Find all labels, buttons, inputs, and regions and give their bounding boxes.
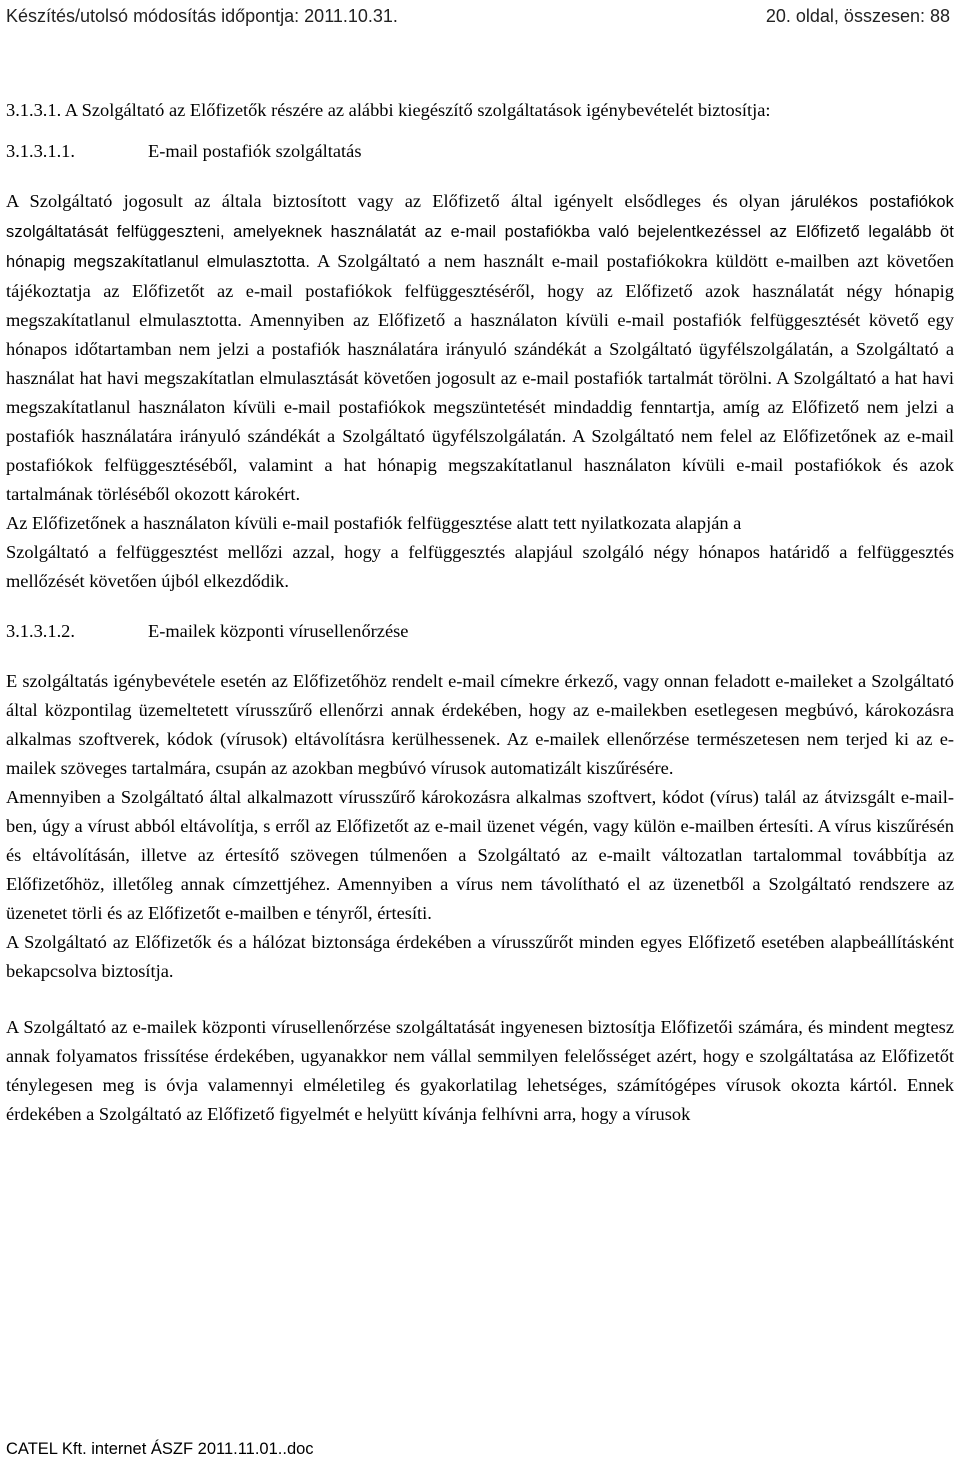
paragraph: A Szolgáltató az Előfizetők és a hálózat biztonsága érdekében a vírusszűrőt minden egyes Előfizető esetében alapbeállításként bekapcsolva biztosítja. (6, 932, 954, 981)
paragraph: A Szolgáltató az e-mailek központi vírusellenőrzése szolgáltatását ingyenesen biztosítja Előfizetői számára, és mindent megtesz annak folyamatos frissítése érdekében, ugyanakkor nem vállal semmilyen felelősséget azért, hogy e szolgáltatása az Előfizetőt ténylegesen meg is óvja valamennyi elméletileg és gyakorlatilag lehetséges, számítógépes vírusok okozta kártól. Ennek érdekében a Szolgáltató az Előfizető figyelmét e helyütt kívánja felhívni arra, hogy a vírusok (6, 1017, 954, 1124)
paragraph: Amennyiben a Szolgáltató által alkalmazott vírusszűrő károkozásra alkalmas szoftvert, kódot (vírus) talál az átvizsgált e-mail-ben, úgy a vírust abból eltávolítja, s erről az Előfizetőt az e-mail üzenet végén, vagy külön e-mailben értesíti. A vírus kiszűrésén és eltávolításán, illetve az értesítő szövegen túlmenően a Szolgáltató az e-mailt változatlan tartalommal továbbítja az Előfizetőhöz, illetőleg annak címzettjéhez. Amennyiben a vírus nem távolítható el az üzenetből a Szolgáltató rendszere az üzenetet törli és az Előfizetőt e-mailben e tényről, értesíti. (6, 787, 954, 923)
subsection-number: 3.1.3.1.1. (6, 141, 75, 161)
paragraph: Szolgáltató a felfüggesztést mellőzi azzal, hogy a felfüggesztés alapjául szolgáló négy hónapos határidő a felfüggesztés mellőzését követően újból elkezdődik. (6, 542, 954, 591)
paragraph (6, 187, 954, 509)
subsection-heading-email (6, 137, 954, 166)
paragraph: Az Előfizetőnek a használaton kívüli e-mail postafiók felfüggesztése alatt tett nyilatkozata alapján a (6, 513, 742, 533)
subsection-number: 3.1.3.1.2. (6, 621, 75, 641)
paragraph: E szolgáltatás igénybevétele esetén az Előfizetőhöz rendelt e-mail címekre érkező, vagy onnan feladott e-maileket a Szolgáltató által központilag üzemeltetett vírusszűrő ellenőrzi annak érdekében, hogy az e-mailekben esetlegesen megbúvó, károkozásra alkalmas szoftverek, kódok (vírusok) eltávolításra kerülhessenek. Az e-mailek ellenőrzése természetesen nem terjed ki az e-mailek szöveges tartalmára, csupán az azokban megbúvó vírusok automatizált kiszűrésére. (6, 671, 954, 778)
page-header (6, 6, 954, 32)
paragraph-text: járulékos postafiókok szolgáltatását felfüggeszteni, amelyeknek használatát az e-mail postafiókba való bejelentkezéssel az Előfizető legalább öt hónapig megszakítatlanul elmulasztotta. (6, 193, 955, 271)
paragraph-text: A Szolgáltató a nem használt e-mail postafiókokra küldött e-mailben azt követően tájékoztatja az Előfizetőt az e-mail postafiókok felfüggesztéséről, hogy az Előfizető azok használatát négy hónapig megszakítatlanul elmulasztotta. Amennyiben az Előfizető a használaton kívüli e-mail postafiók felfüggesztését követő egy hónapos időtartamban nem jelzi a postafiók használatára irányuló szándékát a Szolgáltató ügyfélszolgálatán, a Szolgáltató a használat hat havi megszakítatlan elmulasztását követően jogosult az e-mail postafiók tartalmát törölni. A Szolgáltató a hat havi megszakítatlanul használaton kívüli e-mail postafiókok megszüntetését mindaddig fenntartja, amíg az Előfizető nem jelzi a postafiók használatára irányuló szándékát a Szolgáltató ügyfélszolgálatán. A Szolgáltató nem felel az Előfizetőnek az e-mail postafiókok felfüggesztéséből, valamint a hat hónapig megszakítatlanul használaton kívüli e-mail postafiókok és azok tartalmának törléséből okozott károkért. (6, 251, 954, 504)
header-timestamp: Készítés/utolsó módosítás időpontja: 2011.10.31. (6, 6, 398, 26)
document-body (6, 96, 954, 1129)
paragraph-text: A Szolgáltató jogosult az általa biztosított vagy az Előfizető által igényelt elsődleges és olyan (6, 191, 780, 211)
page-footer: CATEL Kft. internet ÁSZF 2011.11.01..doc (6, 1440, 314, 1458)
header-page-count: 20. oldal, összesen: 88 (765, 6, 950, 26)
subsection-heading-virus (6, 617, 954, 646)
subsection-title: E-mailek központi vírusellenőrzése (148, 621, 409, 641)
subsection-title: E-mail postafiók szolgáltatás (148, 141, 362, 161)
section-intro: 3.1.3.1. A Szolgáltató az Előfizetők részére az alábbi kiegészítő szolgáltatások igénybevételét biztosítja: (6, 100, 771, 120)
